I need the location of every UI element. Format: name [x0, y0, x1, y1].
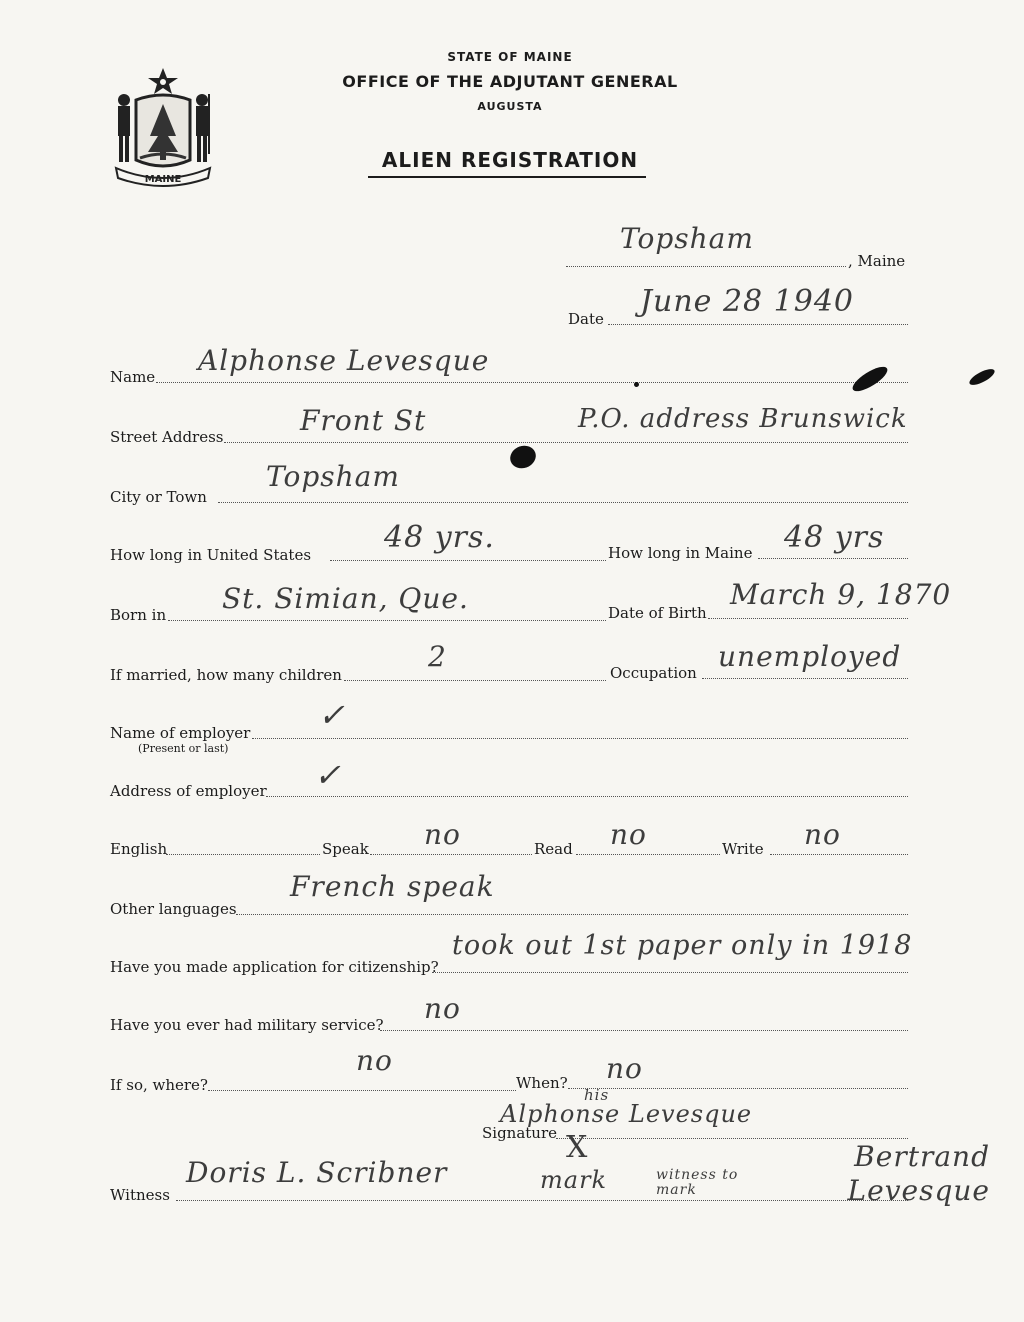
witness-to-mark-text: witness to mark	[656, 1167, 739, 1198]
employer-address-value: ✓	[314, 756, 342, 794]
employer-sublabel: (Present or last)	[138, 742, 229, 755]
citizenship-value: took out 1st paper only in 1918	[452, 930, 913, 961]
street-value: Front St	[300, 404, 427, 437]
born-in-value: St. Simian, Que.	[222, 582, 469, 615]
occupation-value: unemployed	[718, 640, 902, 673]
employer-address-label: Address of employer	[110, 782, 267, 800]
street-label: Street Address	[110, 428, 224, 446]
speak-value: no	[424, 818, 461, 851]
citizenship-line	[432, 972, 908, 973]
dob-label: Date of Birth	[608, 604, 707, 622]
military-line	[380, 1030, 908, 1031]
where-line	[208, 1090, 516, 1091]
speak-line	[370, 854, 532, 855]
write-label: Write	[722, 840, 764, 858]
street-line	[224, 442, 908, 443]
children-label: If married, how many children	[110, 666, 342, 684]
name-line	[156, 382, 908, 383]
write-line	[770, 854, 908, 855]
employer-line	[252, 738, 908, 739]
po-address-value: P.O. address Brunswick	[578, 404, 908, 434]
read-line	[576, 854, 720, 855]
when-value: no	[606, 1052, 643, 1085]
military-value: no	[424, 992, 461, 1025]
city-label: City or Town	[110, 488, 207, 506]
other-languages-label: Other languages	[110, 900, 237, 918]
when-line	[568, 1088, 908, 1089]
svg-text:MAINE: MAINE	[144, 174, 182, 185]
mark-text: mark	[540, 1166, 608, 1194]
form-title: ALIEN REGISTRATION	[381, 148, 639, 172]
dob-line	[708, 618, 908, 619]
date-value: June 28 1940	[640, 284, 855, 319]
date-line	[608, 324, 908, 325]
city-line	[218, 502, 908, 503]
ink-dot	[634, 382, 639, 387]
where-value: no	[356, 1044, 393, 1077]
read-label: Read	[534, 840, 573, 858]
witness-value: Doris L. Scribner	[186, 1156, 448, 1189]
witness-label: Witness	[110, 1186, 170, 1204]
ink-blot	[507, 442, 539, 472]
signature-his: his	[584, 1086, 610, 1104]
city-heading: AUGUSTA	[477, 100, 543, 113]
name-label: Name	[110, 368, 156, 386]
children-value: 2	[428, 640, 447, 673]
when-label: When?	[516, 1074, 568, 1092]
state-heading: STATE OF MAINE	[447, 50, 573, 64]
how-long-us-line	[330, 560, 606, 561]
military-label: Have you ever had military service?	[110, 1016, 384, 1034]
maine-state-seal	[110, 64, 216, 188]
english-label: English	[110, 840, 168, 858]
how-long-us-label: How long in United States	[110, 546, 312, 564]
ink-blot	[849, 362, 890, 395]
born-in-line	[168, 620, 606, 621]
place-value: Topsham	[620, 222, 754, 255]
children-line	[344, 680, 606, 681]
title-underline	[368, 176, 646, 178]
where-label: If so, where?	[110, 1076, 208, 1094]
born-in-label: Born in	[110, 606, 167, 624]
occupation-label: Occupation	[610, 664, 697, 682]
signature-mark-x: X	[566, 1130, 589, 1165]
place-line	[566, 266, 846, 267]
other-languages-line	[236, 914, 908, 915]
occupation-line	[702, 678, 908, 679]
how-long-maine-value: 48 yrs	[784, 520, 885, 555]
second-witness-value: Bertrand Levesque	[847, 1140, 990, 1207]
how-long-maine-label: How long in Maine	[608, 544, 753, 562]
employer-address-line	[266, 796, 908, 797]
other-languages-value: French speak	[290, 870, 495, 903]
signature-label: Signature	[482, 1124, 558, 1142]
name-value: Alphonse Levesque	[198, 344, 490, 377]
citizenship-label: Have you made application for citizenship?	[110, 958, 439, 976]
city-value: Topsham	[266, 460, 400, 493]
write-value: no	[804, 818, 841, 851]
employer-label: Name of employer	[110, 724, 251, 742]
office-heading: OFFICE OF THE ADJUTANT GENERAL	[342, 72, 678, 91]
date-label: Date	[568, 310, 604, 328]
maine-label: , Maine	[848, 252, 906, 270]
signature-line	[556, 1138, 908, 1139]
how-long-us-value: 48 yrs.	[384, 520, 495, 555]
english-line	[166, 854, 320, 855]
how-long-maine-line	[758, 558, 908, 559]
read-value: no	[610, 818, 647, 851]
speak-label: Speak	[322, 840, 369, 858]
employer-value: ✓	[318, 696, 346, 734]
ink-blot	[967, 366, 996, 388]
signature-value: Alphonse Levesque	[500, 1100, 753, 1128]
dob-value: March 9, 1870	[730, 578, 952, 611]
